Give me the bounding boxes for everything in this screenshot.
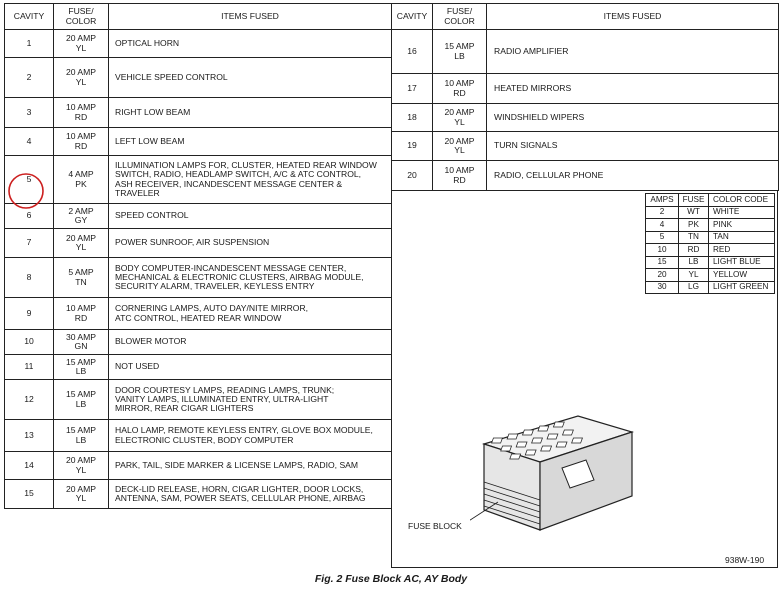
fuse-amp: 20 AMP — [65, 455, 97, 466]
right-table-header — [392, 4, 779, 30]
items-fused-line: BLOWER MOTOR — [115, 336, 187, 347]
fuse-color-cell — [54, 258, 109, 298]
fuse-color: YL — [454, 116, 465, 127]
left-table-body — [5, 30, 392, 509]
items-fused-line: VANITY LAMPS, ILLUMINATED ENTRY, ULTRA-LIGHT — [115, 393, 329, 404]
table-row — [392, 161, 779, 191]
fuse-color-cell — [54, 298, 109, 330]
fuse-cell: TN — [679, 231, 709, 244]
fuse-color-cell — [54, 58, 109, 98]
right-fuse-table — [391, 3, 779, 191]
table-row — [5, 58, 392, 98]
left-fuse-table — [4, 3, 392, 509]
items-fused-line: RADIO AMPLIFIER — [494, 45, 569, 56]
fuse-amp: 5 AMP — [68, 267, 94, 278]
cavity-cell: 17 — [392, 74, 433, 104]
fuse-amp: 15 AMP — [444, 41, 475, 52]
cavity-cell: 12 — [5, 380, 54, 420]
cavity-cell: 2 — [5, 58, 54, 98]
cavity-cell: 19 — [392, 132, 433, 161]
cavity-cell: 20 — [392, 161, 433, 191]
cavity-cell: 4 — [5, 128, 54, 156]
items-fused-line: POWER SUNROOF, AIR SUSPENSION — [115, 237, 270, 248]
items-fused-line: ANTENNA, SAM, POWER SEATS, CELLULAR PHONE, AIRBAG — [115, 493, 366, 503]
fuse-amp: 10 AMP — [65, 303, 97, 314]
table-row — [5, 30, 392, 58]
fuse-color: YL — [75, 242, 87, 252]
fuse-amp: 20 AMP — [444, 107, 475, 118]
fuse-color-cell — [54, 330, 109, 355]
fuse-color: RD — [453, 87, 466, 98]
table-row — [392, 74, 779, 104]
color-name-cell: LIGHT GREEN — [709, 281, 775, 294]
table-row — [5, 98, 392, 128]
cavity-cell: 3 — [5, 98, 54, 128]
fuse-color-cell — [433, 161, 487, 191]
items-fused-line: DOOR COURTESY LAMPS, READING LAMPS, TRUNK; — [115, 384, 335, 395]
cavity-cell: 8 — [5, 258, 54, 298]
table-row — [5, 298, 392, 330]
items-fused-line: ATC CONTROL, HEATED REAR WINDOW — [115, 312, 282, 323]
color-name-cell: YELLOW — [709, 269, 775, 282]
items-fused-line: HALO LAMP, REMOTE KEYLESS ENTRY, GLOVE BOX MODULE, — [115, 425, 373, 436]
color-code-row — [646, 244, 775, 257]
fuse-color: RD — [74, 312, 88, 323]
reference-code: 938W-190 — [725, 555, 765, 565]
color-name-cell: LIGHT BLUE — [709, 256, 775, 269]
items-fused-line: OPTICAL HORN — [115, 37, 180, 48]
fuse-amp: 15 AMP — [65, 425, 97, 436]
fuse-cell: YL — [679, 269, 709, 282]
cavity-cell: 9 — [5, 298, 54, 330]
amps-cell: 20 — [646, 269, 679, 282]
items-fused-line: ASH RECEIVER, INCANDESCENT MESSAGE CENTER & — [115, 178, 343, 189]
items-fused-cell — [109, 355, 392, 380]
color-code-table — [645, 193, 775, 294]
items-fused-line: MIRROR, REAR CIGAR LIGHTERS — [115, 403, 254, 414]
table-row — [5, 229, 392, 258]
fuse-color: YL — [454, 145, 465, 155]
fuse-color: RD — [74, 140, 88, 151]
fuse-amp: 15 AMP — [65, 356, 97, 367]
fuse-color-cell — [54, 420, 109, 452]
fuse-color: YL — [75, 464, 87, 475]
items-fused-line: BODY COMPUTER-INCANDESCENT MESSAGE CENTER, — [115, 262, 347, 273]
table-row — [5, 480, 392, 509]
items-fused-cell — [487, 161, 779, 191]
fuse-color-header — [54, 4, 109, 30]
fuse-color-cell — [54, 30, 109, 58]
items-fused-line: SPEED CONTROL — [115, 210, 189, 221]
fuse-amp: 10 AMP — [444, 78, 475, 89]
cavity-cell: 18 — [392, 104, 433, 132]
items-fused-line: TRAVELER — [115, 187, 160, 198]
table-row — [5, 420, 392, 452]
cavity-cell: 5 — [5, 156, 54, 204]
items-fused-cell — [109, 30, 392, 58]
fuse-cell: PK — [679, 219, 709, 232]
table-row — [5, 156, 392, 204]
fuse-amp: 10 AMP — [65, 131, 97, 142]
fuse-color-cell — [54, 480, 109, 509]
color-name-cell: PINK — [709, 219, 775, 232]
items-fused-line: RADIO, CELLULAR PHONE — [494, 169, 604, 180]
fuse-color: LB — [75, 434, 87, 445]
table-row — [5, 128, 392, 156]
cavity-cell: 11 — [5, 355, 54, 380]
fuse-header-line1: FUSE/ — [68, 6, 94, 17]
color-name-cell: TAN — [709, 231, 775, 244]
cavity-cell: 16 — [392, 30, 433, 74]
fuse-amp: 20 AMP — [65, 33, 97, 44]
fuse-amp: 4 AMP — [68, 169, 94, 180]
cavity-header: CAVITY — [392, 4, 433, 30]
color-code-row — [646, 206, 775, 219]
fuse-color-cell — [54, 452, 109, 480]
amps-cell: 10 — [646, 244, 679, 257]
fuse-color-cell — [54, 156, 109, 204]
amps-cell: 2 — [646, 206, 679, 219]
items-fused-line: SWITCH, RADIO, HEADLAMP SWITCH, A/C & ATC CONTROL, — [115, 169, 362, 180]
items-fused-line: MECHANICAL & ELECTRONIC CLUSTERS, AIRBAG MODULE, — [115, 271, 364, 282]
color-name-cell: RED — [709, 244, 775, 257]
items-fused-line: TURN SIGNALS — [494, 140, 558, 151]
fuse-amp: 15 AMP — [65, 389, 97, 400]
items-fused-line: CORNERING LAMPS, AUTO DAY/NITE MIRROR, — [115, 303, 309, 314]
fuse-color-cell — [54, 204, 109, 229]
fuse-color: LB — [75, 366, 87, 376]
items-fused-cell — [109, 298, 392, 330]
table-row — [392, 104, 779, 132]
fuse-color: GN — [74, 341, 88, 351]
fuse-color: GY — [74, 215, 88, 225]
fuse-amp: 20 AMP — [444, 135, 475, 146]
table-row — [392, 30, 779, 74]
table-row — [5, 258, 392, 298]
items-fused-cell — [109, 128, 392, 156]
fuse-header-line2: COLOR — [444, 15, 475, 26]
fuse-color: LB — [454, 50, 465, 61]
color-name-cell: WHITE — [709, 206, 775, 219]
amps-cell: 15 — [646, 256, 679, 269]
items-fused-line: RIGHT LOW BEAM — [115, 106, 191, 117]
fuse-amp: 20 AMP — [65, 483, 97, 494]
color-code-body — [646, 206, 775, 294]
fuse-color-cell — [433, 132, 487, 161]
cavity-cell: 6 — [5, 204, 54, 229]
items-fused-cell — [487, 132, 779, 161]
items-fused-line: ILLUMINATION LAMPS FOR, CLUSTER, HEATED REAR WINDOW — [115, 159, 377, 170]
items-fused-line: DECK-LID RELEASE, HORN, CIGAR LIGHTER, DOOR LOCKS, — [115, 483, 364, 494]
table-row — [392, 132, 779, 161]
fuse-amp: 10 AMP — [65, 102, 97, 113]
color-code-header — [646, 194, 775, 207]
cavity-header: CAVITY — [5, 4, 54, 30]
items-fused-cell — [487, 104, 779, 132]
fuse-color: YL — [75, 42, 87, 53]
items-fused-cell — [109, 229, 392, 258]
amps-header: AMPS — [646, 194, 679, 207]
items-fused-cell — [487, 74, 779, 104]
fuse-cell: WT — [679, 206, 709, 219]
cavity-cell: 10 — [5, 330, 54, 355]
fuse-cell: LB — [679, 256, 709, 269]
items-fused-cell — [487, 30, 779, 74]
amps-cell: 4 — [646, 219, 679, 232]
fuse-color-cell — [54, 380, 109, 420]
fuse-block-diagram — [470, 398, 640, 538]
items-fused-cell — [109, 98, 392, 128]
color-code-header-label: COLOR CODE — [709, 194, 775, 207]
color-code-row — [646, 281, 775, 294]
fuse-color-cell — [433, 74, 487, 104]
right-table-body — [392, 30, 779, 191]
table-row — [5, 355, 392, 380]
fuse-cell: RD — [679, 244, 709, 257]
color-code-row — [646, 219, 775, 232]
items-fused-cell — [109, 480, 392, 509]
cavity-cell: 7 — [5, 229, 54, 258]
fuse-color: PK — [75, 178, 87, 189]
fuse-color-cell — [54, 229, 109, 258]
cavity-cell: 15 — [5, 480, 54, 509]
items-fused-line: NOT USED — [115, 361, 160, 372]
items-fused-line: WINDSHIELD WIPERS — [494, 111, 585, 122]
items-fused-line: ELECTRONIC CLUSTER, BODY COMPUTER — [115, 434, 294, 445]
fuse-color: TN — [75, 276, 87, 287]
items-fused-cell — [109, 420, 392, 452]
items-fused-cell — [109, 258, 392, 298]
left-table-header — [5, 4, 392, 30]
fuse-header-line1: FUSE/ — [446, 6, 473, 17]
color-code-row — [646, 231, 775, 244]
items-fused-line: VEHICLE SPEED CONTROL — [115, 71, 228, 82]
items-fused-header: ITEMS FUSED — [109, 4, 392, 30]
color-code-row — [646, 256, 775, 269]
fuse-block-label: FUSE BLOCK — [408, 521, 462, 531]
fuse-color: RD — [453, 174, 466, 185]
highlight-circle-icon — [7, 172, 45, 210]
items-fused-line: SECURITY ALARM, TRAVELER, KEYLESS ENTRY — [115, 281, 315, 292]
items-fused-cell — [109, 330, 392, 355]
table-row — [5, 204, 392, 229]
fuse-amp: 20 AMP — [65, 67, 97, 78]
items-fused-cell — [109, 204, 392, 229]
items-fused-line: LEFT LOW BEAM — [115, 135, 185, 146]
fuse-color: RD — [74, 111, 88, 122]
fuse-amp: 30 AMP — [65, 331, 97, 342]
table-row — [5, 330, 392, 355]
fuse-color-header — [433, 4, 487, 30]
color-code-row — [646, 269, 775, 282]
table-row — [5, 452, 392, 480]
fuse-amp: 10 AMP — [444, 165, 475, 176]
amps-cell: 30 — [646, 281, 679, 294]
fuse-color-cell — [433, 30, 487, 74]
items-fused-cell — [109, 58, 392, 98]
cavity-cell: 14 — [5, 452, 54, 480]
fuse-color: YL — [75, 493, 87, 503]
fuse-amp: 20 AMP — [65, 232, 97, 243]
fuse-color-cell — [54, 355, 109, 380]
items-fused-line: PARK, TAIL, SIDE MARKER & LICENSE LAMPS, RADIO, SAM — [115, 459, 359, 470]
items-fused-cell — [109, 380, 392, 420]
cavity-cell: 13 — [5, 420, 54, 452]
fuse-color-cell — [54, 98, 109, 128]
fuse-color-cell — [433, 104, 487, 132]
items-fused-cell — [109, 452, 392, 480]
items-fused-header: ITEMS FUSED — [487, 4, 779, 30]
table-row — [5, 380, 392, 420]
fuse-amp: 2 AMP — [68, 205, 94, 216]
fuse-color-cell — [54, 128, 109, 156]
fuse-header-line2: COLOR — [65, 15, 97, 26]
fuse-header: FUSE — [679, 194, 709, 207]
items-fused-cell — [109, 156, 392, 204]
fuse-color: LB — [75, 398, 87, 409]
amps-cell: 5 — [646, 231, 679, 244]
fuse-cell: LG — [679, 281, 709, 294]
figure-caption: Fig. 2 Fuse Block AC, AY Body — [314, 573, 468, 585]
fuse-color: YL — [75, 76, 87, 87]
cavity-cell: 1 — [5, 30, 54, 58]
items-fused-line: HEATED MIRRORS — [494, 82, 572, 93]
